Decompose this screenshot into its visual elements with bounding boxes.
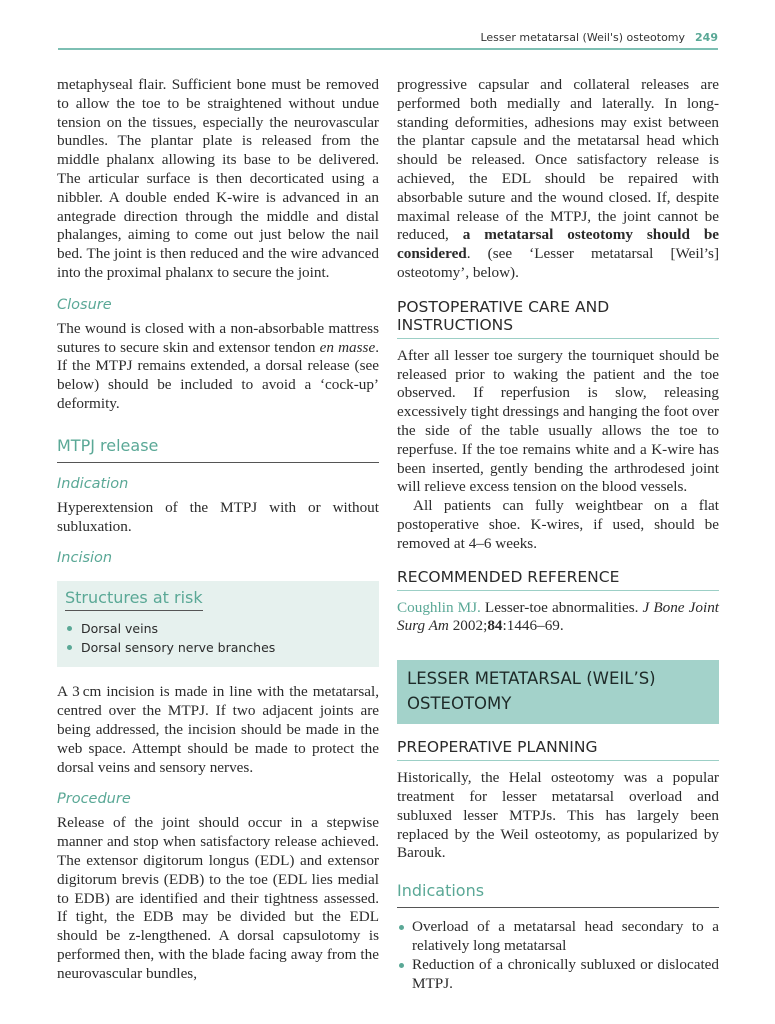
reference-journal: J Bone Joint Surg Am [397,598,720,635]
indication-text: Hyperextension of the MTPJ with or without subluxation. [57,498,379,535]
indications-list [397,918,719,993]
incision-text: A 3 cm incision is made in line with the metatarsal, centred over the MTPJ. If two adjacent joints are being addressed, the incision should be made in the web space. Attempt should be made to protect the dorsal veins and sensory nerves. [57,683,379,776]
right-column [397,76,719,993]
closure-text-b: . If the MTPJ remains extended, a dorsal release (see below) should be included to avoid a ‘cock-up’ deformity. [57,338,379,412]
risk-item: Dorsal sensory nerve branches [65,638,371,657]
procedure-heading: Procedure [57,791,131,808]
releases-bold: a metatarsal osteotomy should be considered [397,226,720,263]
closure-text-a: The wound is closed with a non-absorbable mattress sutures to secure skin and extensor tendon [57,319,379,356]
indication-item: Reduction of a chronically subluxed or dislocated MTPJ. [397,956,719,994]
preop-text: Historically, the Helal osteotomy was a popular treatment for lesser metatarsal overload and subluxed lesser MTPJs. This has largely been replaced by the Weil osteotomy, as popularized by Barouk. [397,769,719,862]
incision-heading: Incision [57,550,113,567]
postop-paragraph-2: All patients can fully weightbear on a flat postoperative shoe. K-wires, if used, should be removed at 4–6 weeks. [397,497,719,552]
procedure-text: Release of the joint should occur in a stepwise manner and stop when satisfactory release achieved. The extensor digitorum longus (EDL) and extensor digitorum brevis (EDB) to the toe (EDL lies medial to EDB) are identified and their tightness assessed. If tight, the EDB may be divided but the EDL should be z-lengthened. A dorsal capsulotomy is performed then, with the blade facing away from the neurovascular bundles, [57,814,379,982]
reference-year: 2002; [448,617,488,635]
risk-list [65,619,371,657]
paragraph-fixation: metaphyseal flair. Sufficient bone must be removed to allow the toe to be straightened without undue tension on the tissues, especially the neurovascular bundles. The plantar plate is released from the middle phalanx allowing its base to be delivered. The articular surface is then decorticated using a nibbler. A double ended K-wire is advanced in an antegrade direction through the middle and distal phalanges, aiming to come out just below the nail bed. The joint is then reduced and the wire advanced into the proximal phalanx to secure the joint. [57,76,379,281]
reference-pages: :1446–69. [502,617,564,635]
reference-citation [397,599,719,637]
reference-heading: RECOMMENDED REFERENCE [397,568,719,591]
preoperative-heading: PREOPERATIVE PLANNING [397,738,719,761]
indications-heading: Indications [397,881,719,908]
running-head [58,30,718,50]
chapter-section-box: LESSER METATARSAL (WEIL’S) OSTEOTOMY [397,660,719,724]
indication-heading: Indication [57,475,129,492]
releases-text-a: progressive capsular and collateral releases are performed both medially and laterally. In long-standing deformities, adhesions may exist between the plantar capsule and the metatarsal head which should be released. Once satisfactory release is achieved, the EDL should be repaired with absorbable suture and the wound closed. If, despite maximal release of the MTPJ, the joint cannot be reduced, [397,76,719,244]
structures-at-risk-box [57,581,379,667]
reference-author: Coughlin MJ. [397,598,481,616]
running-title: Lesser metatarsal (Weil's) osteotomy [480,31,686,44]
postop-paragraph-1: After all lesser toe surgery the tourniquet should be released prior to waking the patient and the toe observed. If reperfusion is slow, releasing excessively tight dressings and hanging the foot over the side of the table usually allows the toe to reperfuse. If the toe remains white and a K-wire has been inserted, gently bending the arthrodesed joint will relieve excess tension on the blood vessels. [397,346,719,496]
closure-emphasis: en masse [319,338,376,356]
page-number: 249 [695,31,718,44]
releases-text-b: . (see ‘Lesser metatarsal [Weil’s] osteotomy’, below). [397,245,719,281]
closure-heading: Closure [57,296,112,313]
indication-item: Overload of a metatarsal head secondary to a relatively long metatarsal [397,918,719,956]
reference-volume: 84 [487,617,503,635]
left-column [57,76,379,984]
paragraph-releases [397,76,719,283]
reference-title: Lesser-toe abnormalities. [480,598,643,616]
mtpj-release-heading: MTPJ release [57,436,379,463]
postoperative-heading: POSTOPERATIVE CARE AND INSTRUCTIONS [397,298,719,339]
risk-item: Dorsal veins [65,619,371,638]
closure-paragraph [57,320,379,414]
risk-box-title: Structures at risk [65,588,203,611]
